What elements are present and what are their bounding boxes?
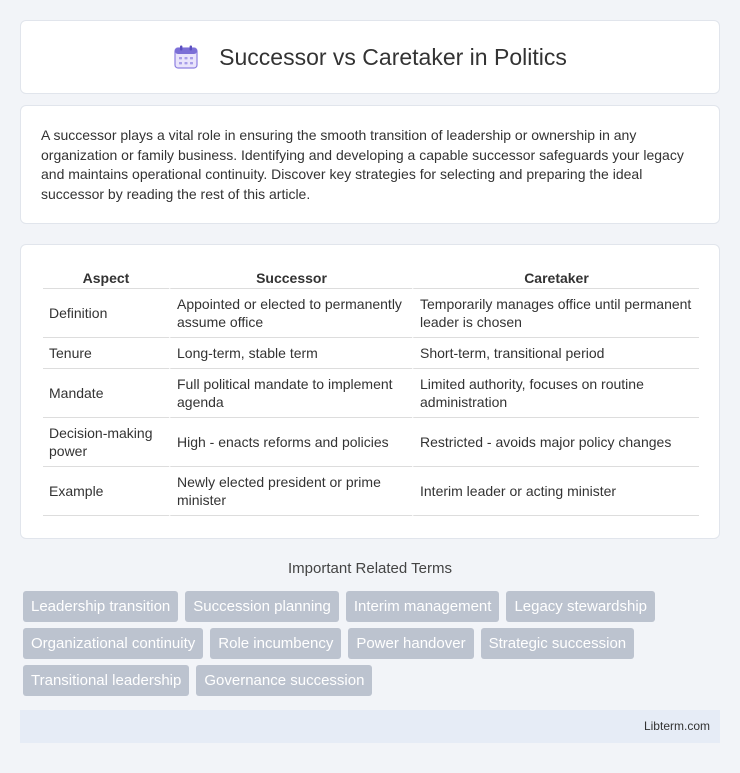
cell-successor: Full political mandate to implement agenda (169, 369, 412, 418)
cell-successor: High - enacts reforms and policies (169, 418, 412, 467)
tag-power-handover[interactable]: Power handover (348, 628, 473, 659)
tag-strategic-succession[interactable]: Strategic succession (481, 628, 635, 659)
tag-governance-succession[interactable]: Governance succession (196, 665, 372, 696)
tag-row (23, 628, 723, 659)
cell-aspect: Example (43, 467, 169, 516)
related-terms-tags (23, 591, 723, 702)
table-row (43, 338, 699, 369)
tag-organizational-continuity[interactable]: Organizational continuity (23, 628, 203, 659)
table-row (43, 369, 699, 418)
cell-aspect: Decision-making power (43, 418, 169, 467)
cell-aspect: Definition (43, 289, 169, 338)
footer-site-link[interactable]: Libterm.com (643, 719, 710, 733)
header-card (20, 20, 720, 94)
cell-caretaker: Interim leader or acting minister (412, 467, 699, 516)
cell-caretaker: Restricted - avoids major policy changes (412, 418, 699, 467)
header-successor: Successor (169, 263, 412, 289)
cell-successor: Newly elected president or prime minister (169, 467, 412, 516)
calendar-icon (173, 44, 199, 70)
tag-transitional-leadership[interactable]: Transitional leadership (23, 665, 189, 696)
table-row (43, 418, 699, 467)
intro-text: A successor plays a vital role in ensuring the smooth transition of leadership or ownership in any organization or family business. Identifying and developing a capable successor safeguards your legacy and maintains operational continuity. Discover key strategies for selecting and preparing the ideal successor by reading the rest of this article. (41, 127, 684, 202)
tag-succession-planning[interactable]: Succession planning (185, 591, 339, 622)
table-row (43, 467, 699, 516)
header-caretaker: Caretaker (412, 263, 699, 289)
tag-row (23, 591, 723, 622)
header-aspect: Aspect (43, 263, 169, 289)
comparison-card (20, 244, 720, 539)
table-header-row (43, 263, 699, 289)
tag-interim-management[interactable]: Interim management (346, 591, 500, 622)
related-terms-title: Important Related Terms (288, 560, 452, 577)
cell-aspect: Mandate (43, 369, 169, 418)
cell-caretaker: Temporarily manages office until permanent leader is chosen (412, 289, 699, 338)
footer (20, 710, 720, 743)
tag-role-incumbency[interactable]: Role incumbency (210, 628, 341, 659)
page-title: Successor vs Caretaker in Politics (219, 43, 567, 70)
cell-caretaker: Short-term, transitional period (412, 338, 699, 369)
comparison-table (43, 263, 699, 516)
table-row (43, 289, 699, 338)
intro-card (20, 105, 720, 224)
tag-leadership-transition[interactable]: Leadership transition (23, 591, 178, 622)
cell-caretaker: Limited authority, focuses on routine administration (412, 369, 699, 418)
tag-legacy-stewardship[interactable]: Legacy stewardship (506, 591, 655, 622)
cell-successor: Long-term, stable term (169, 338, 412, 369)
cell-successor: Appointed or elected to permanently assume office (169, 289, 412, 338)
cell-aspect: Tenure (43, 338, 169, 369)
tag-row (23, 665, 723, 696)
